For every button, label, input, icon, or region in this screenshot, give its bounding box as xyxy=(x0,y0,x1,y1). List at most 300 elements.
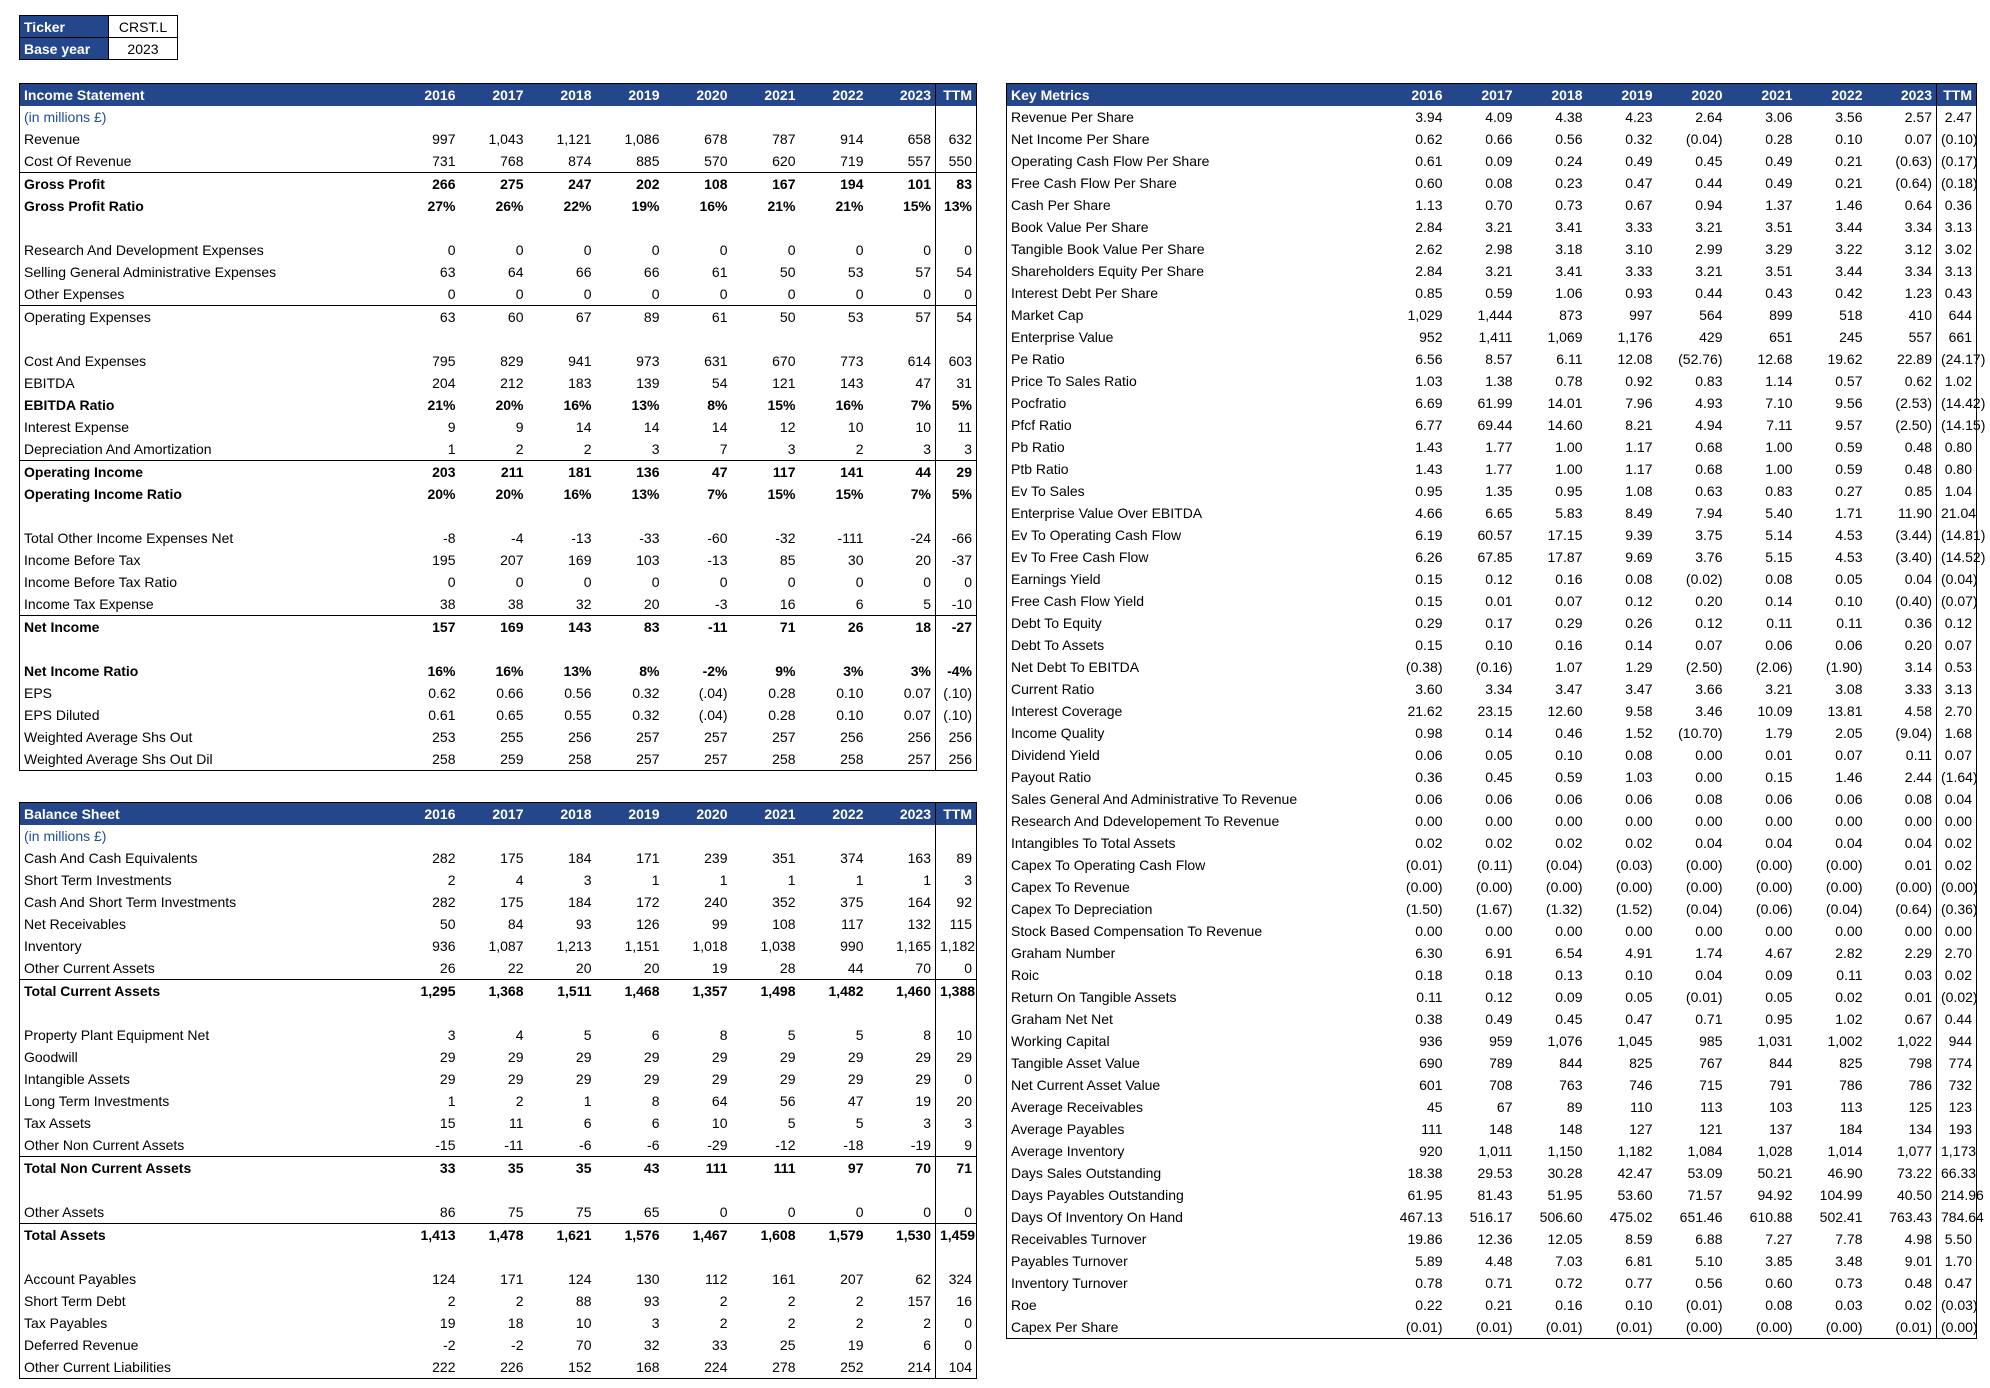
table-row xyxy=(20,571,977,593)
cell-2020: 8 xyxy=(719,1027,728,1043)
cell-2020: 3.75 xyxy=(1695,527,1723,543)
cell-2020: 0.04 xyxy=(1695,835,1723,851)
row-label: Debt To Assets xyxy=(1011,637,1105,653)
cell-2023: 57 xyxy=(915,264,931,280)
cell-2023 xyxy=(868,505,936,527)
cell-2018: -13 xyxy=(571,530,592,546)
cell-2021 xyxy=(732,638,800,660)
cell-2019: 127 xyxy=(1629,1121,1653,1137)
cell-2019: 973 xyxy=(636,353,660,369)
row-label: Price To Sales Ratio xyxy=(1011,373,1137,389)
cell-2019 xyxy=(596,106,664,128)
cell-2016: 0 xyxy=(447,286,456,302)
row-label: Other Expenses xyxy=(24,286,125,302)
row-label: Tax Assets xyxy=(24,1115,91,1131)
cell-2022: 1,579 xyxy=(800,1224,868,1247)
table-row xyxy=(20,372,977,394)
cell-2018: 12.05 xyxy=(1547,1231,1583,1247)
cell-2019: 14 xyxy=(643,419,660,435)
cell-ttm: (0.00) xyxy=(1937,1316,1977,1339)
cell-2016: 6.69 xyxy=(1415,395,1443,411)
column-header-2018: 2018 xyxy=(528,803,596,826)
cell-ttm: 54 xyxy=(936,306,977,329)
cell-2019 xyxy=(596,328,664,350)
cell-2019: 0.10 xyxy=(1625,967,1653,983)
cell-2021: (0.00) xyxy=(1755,879,1793,895)
cell-2023: (0.40) xyxy=(1895,593,1932,609)
cell-2018: (0.00) xyxy=(1545,879,1583,895)
cell-2021: 9% xyxy=(775,663,796,679)
cell-2020: 0.00 xyxy=(1695,747,1723,763)
row-label: Interest Debt Per Share xyxy=(1011,285,1159,301)
table-row xyxy=(1007,1030,1977,1052)
cell-2017: 20% xyxy=(495,397,524,413)
cell-2020: 33 xyxy=(711,1337,728,1353)
cell-2021: 0 xyxy=(787,286,796,302)
cell-2018: 5.83 xyxy=(1555,505,1583,521)
cell-2019: 12.08 xyxy=(1617,351,1653,367)
cell-2023: 62 xyxy=(915,1271,931,1287)
cell-2019: 65 xyxy=(643,1204,660,1220)
cell-ttm: 0.36 xyxy=(1937,194,1977,216)
cell-ttm xyxy=(936,1246,977,1268)
table-row xyxy=(1007,898,1977,920)
cell-2023: 0.85 xyxy=(1904,483,1932,499)
table-row xyxy=(1007,920,1977,942)
cell-2021: 4.67 xyxy=(1765,945,1793,961)
cell-2023: 3% xyxy=(910,663,931,679)
cell-2023: 0.36 xyxy=(1904,615,1932,631)
cell-2016: 936 xyxy=(432,938,456,954)
cell-2022: 13.81 xyxy=(1827,703,1863,719)
table-row xyxy=(20,549,977,571)
row-label: Other Current Assets xyxy=(24,960,155,976)
row-label: Research And Development Expenses xyxy=(24,242,264,258)
cell-2017: 9 xyxy=(515,419,524,435)
cell-2021: 0.11 xyxy=(1766,615,1793,631)
base-year-value[interactable]: 2023 xyxy=(109,38,178,60)
cell-2021: 12 xyxy=(779,419,796,435)
cell-2018: 89 xyxy=(1566,1099,1583,1115)
cell-2020: 0 xyxy=(719,242,728,258)
cell-ttm: (0.18) xyxy=(1937,172,1977,194)
cell-2017: 1,444 xyxy=(1477,307,1513,323)
cell-2016: 124 xyxy=(432,1271,456,1287)
cell-2016: 952 xyxy=(1419,329,1443,345)
cell-2016: 2.84 xyxy=(1415,263,1443,279)
cell-ttm: -37 xyxy=(936,549,977,571)
cell-2019: 0.92 xyxy=(1625,373,1653,389)
cell-2020: 0.04 xyxy=(1695,967,1723,983)
cell-2023: 1,077 xyxy=(1896,1143,1932,1159)
cell-ttm: 66.33 xyxy=(1937,1162,1977,1184)
row-label: Depreciation And Amortization xyxy=(24,441,212,457)
ticker-value[interactable]: CRST.L xyxy=(109,16,178,38)
cell-2021 xyxy=(732,1179,800,1201)
cell-2020: 570 xyxy=(704,153,728,169)
cell-2020: 2.64 xyxy=(1695,109,1723,125)
cell-2023: 0.11 xyxy=(1905,747,1932,763)
column-header-2022: 2022 xyxy=(800,84,868,107)
cell-2023: 0.48 xyxy=(1904,461,1932,477)
cell-2020: 0.71 xyxy=(1695,1011,1723,1027)
cell-2020: 224 xyxy=(704,1359,728,1375)
cell-2021: 0.08 xyxy=(1765,1297,1793,1313)
cell-2021: 1.14 xyxy=(1765,373,1793,389)
cell-2023: 2.29 xyxy=(1904,945,1932,961)
cell-2017: 6.91 xyxy=(1485,945,1513,961)
table-title: Key Metrics xyxy=(1007,84,1377,107)
cell-2023: 0 xyxy=(923,242,931,258)
cell-2021: 2 xyxy=(787,1293,796,1309)
row-label: Short Term Investments xyxy=(24,872,172,888)
cell-2017: 212 xyxy=(500,375,524,391)
cell-2020: 631 xyxy=(704,353,728,369)
cell-2017: 8.57 xyxy=(1485,351,1513,367)
cell-2016: 18.38 xyxy=(1407,1165,1443,1181)
cell-2016: 16% xyxy=(427,663,456,679)
row-label: Debt To Equity xyxy=(1011,615,1102,631)
cell-2021: 167 xyxy=(732,173,800,196)
cell-2022: 773 xyxy=(840,353,864,369)
cell-2016: 266 xyxy=(392,173,460,196)
cell-2019: 0.12 xyxy=(1625,593,1653,609)
cell-2016: 203 xyxy=(392,461,460,484)
row-label: Earnings Yield xyxy=(1011,571,1101,587)
cell-2018 xyxy=(528,1179,596,1201)
cell-2016: 1.43 xyxy=(1415,461,1443,477)
row-label: Interest Coverage xyxy=(1011,703,1123,719)
cell-ttm: 1,182 xyxy=(936,935,977,957)
row-label: Other Assets xyxy=(24,1204,105,1220)
cell-2020: -29 xyxy=(707,1137,728,1153)
cell-ttm: (0.00) xyxy=(1937,876,1977,898)
table-row xyxy=(20,239,977,261)
table-row xyxy=(20,1157,977,1180)
cell-2016 xyxy=(392,328,460,350)
cell-2016: 20% xyxy=(427,486,456,502)
column-header-2023: 2023 xyxy=(868,84,936,107)
cell-2019: 0.06 xyxy=(1625,791,1653,807)
cell-ttm: 29 xyxy=(936,461,977,484)
cell-2021 xyxy=(732,328,800,350)
cell-2017: 0.65 xyxy=(496,707,524,723)
cell-2017: 2 xyxy=(515,1293,524,1309)
cell-2016: 253 xyxy=(432,729,456,745)
cell-2017: 23.15 xyxy=(1477,703,1513,719)
cell-ttm: 31 xyxy=(936,372,977,394)
row-label: Ev To Sales xyxy=(1011,483,1085,499)
cell-2023: 0.02 xyxy=(1904,1297,1932,1313)
cell-2018: 14.60 xyxy=(1547,417,1583,433)
row-label: Cost And Expenses xyxy=(24,353,147,369)
row-label: Graham Net Net xyxy=(1011,1011,1113,1027)
cell-2017: 22 xyxy=(507,960,524,976)
cell-2017: 259 xyxy=(500,751,524,767)
cell-2016: 0.78 xyxy=(1415,1275,1443,1291)
cell-2022: 0.00 xyxy=(1835,923,1863,939)
cell-2020 xyxy=(664,638,732,660)
cell-2016 xyxy=(392,217,460,239)
cell-2017: 35 xyxy=(460,1157,528,1180)
cell-2018: 22% xyxy=(563,198,592,214)
table-row xyxy=(1007,1316,1977,1339)
column-header-2021: 2021 xyxy=(732,84,800,107)
cell-2022 xyxy=(800,1246,868,1268)
cell-2021: 5 xyxy=(787,1027,796,1043)
cell-2018: 0.16 xyxy=(1555,571,1583,587)
cell-2020: 0 xyxy=(719,286,728,302)
cell-2020: (0.04) xyxy=(1685,131,1723,147)
cell-2018: 148 xyxy=(1559,1121,1583,1137)
cell-2018: 16% xyxy=(563,397,592,413)
cell-2023: 73.22 xyxy=(1896,1165,1932,1181)
cell-2016: 282 xyxy=(432,894,456,910)
table-row xyxy=(20,1268,977,1290)
cell-2021: 352 xyxy=(772,894,796,910)
cell-2023: 29 xyxy=(915,1071,931,1087)
cell-2019: 0 xyxy=(651,242,660,258)
cell-2016: 33 xyxy=(392,1157,460,1180)
cell-2022: 0.10 xyxy=(1835,593,1863,609)
column-header-ttm: TTM xyxy=(936,803,977,826)
cell-2017: 64 xyxy=(507,264,524,280)
row-label: Payables Turnover xyxy=(1011,1253,1128,1269)
table-row xyxy=(1007,546,1977,568)
cell-2021: (0.00) xyxy=(1755,857,1793,873)
cell-2019: 4.23 xyxy=(1625,109,1653,125)
cell-2019: 6 xyxy=(651,1027,660,1043)
cell-2016: 63 xyxy=(392,306,460,329)
row-label: Book Value Per Share xyxy=(1011,219,1149,235)
cell-ttm: 123 xyxy=(1937,1096,1977,1118)
cell-2019: 0.14 xyxy=(1625,637,1653,653)
cell-2021: 0.49 xyxy=(1765,153,1793,169)
cell-2020: 0.12 xyxy=(1695,615,1723,631)
cell-2021: 1 xyxy=(787,872,796,888)
cell-2016: 0.95 xyxy=(1415,483,1443,499)
cell-2023: 18 xyxy=(868,616,936,639)
cell-2021: 0.28 xyxy=(768,685,796,701)
cell-2018 xyxy=(528,638,596,660)
cell-2020: 1,018 xyxy=(692,938,728,954)
column-header-2020: 2020 xyxy=(1657,84,1727,107)
cell-2016: 9 xyxy=(447,419,456,435)
table-row xyxy=(20,1090,977,1112)
table-row xyxy=(20,748,977,771)
balance-sheet-table xyxy=(19,802,977,1379)
cell-2021: 0.09 xyxy=(1765,967,1793,983)
cell-ttm: 3.02 xyxy=(1937,238,1977,260)
cell-2020: 1,357 xyxy=(664,980,732,1003)
cell-2018: 10 xyxy=(575,1315,592,1331)
cell-2017: 3.21 xyxy=(1485,263,1513,279)
cell-2018: 1,213 xyxy=(556,938,592,954)
cell-2017: 0.17 xyxy=(1485,615,1513,631)
cell-2016: 26 xyxy=(439,960,456,976)
row-label: EPS xyxy=(24,685,53,701)
cell-2017: 12.36 xyxy=(1477,1231,1513,1247)
cell-2020: 0.08 xyxy=(1695,791,1723,807)
cell-2022: 19.62 xyxy=(1827,351,1863,367)
cell-2020: 16% xyxy=(699,198,728,214)
cell-2022: 3.44 xyxy=(1835,263,1863,279)
cell-ttm: 5.50 xyxy=(1937,1228,1977,1250)
cell-2018: 0 xyxy=(583,574,592,590)
cell-2018: 5 xyxy=(583,1027,592,1043)
cell-2018: 30.28 xyxy=(1547,1165,1583,1181)
cell-2019: 3.33 xyxy=(1625,219,1653,235)
cell-2023: 2 xyxy=(923,1315,931,1331)
cell-2021: (0.00) xyxy=(1755,1319,1793,1335)
cell-ttm: 256 xyxy=(936,726,977,748)
column-header-2021: 2021 xyxy=(1727,84,1797,107)
table-row xyxy=(20,438,977,461)
cell-2017: 1,478 xyxy=(460,1224,528,1247)
cell-2018: 70 xyxy=(575,1337,592,1353)
cell-2020: 3.21 xyxy=(1695,263,1723,279)
table-row xyxy=(20,416,977,438)
cell-2016: 0.62 xyxy=(1415,131,1443,147)
table-row xyxy=(20,150,977,173)
cell-ttm: 10 xyxy=(936,1024,977,1046)
cell-ttm: 54 xyxy=(936,261,977,283)
cell-2021: 7.27 xyxy=(1765,1231,1793,1247)
cell-2022: 0.73 xyxy=(1835,1275,1863,1291)
cell-2021: 71 xyxy=(732,616,800,639)
table-row xyxy=(20,1112,977,1134)
cell-2018: 13% xyxy=(563,663,592,679)
cell-2017: 275 xyxy=(460,173,528,196)
cell-ttm: (0.02) xyxy=(1937,986,1977,1008)
row-label: Inventory xyxy=(24,938,82,954)
cell-2017 xyxy=(460,505,528,527)
cell-2022: 258 xyxy=(840,751,864,767)
cell-2022: 7.78 xyxy=(1835,1231,1863,1247)
cell-2017: 29.53 xyxy=(1477,1165,1513,1181)
row-label: Average Receivables xyxy=(1011,1099,1144,1115)
cell-2016: 204 xyxy=(432,375,456,391)
cell-2020 xyxy=(664,505,732,527)
cell-2022: 0.10 xyxy=(836,707,864,723)
table-header xyxy=(20,803,977,826)
cell-2018: 763 xyxy=(1559,1077,1583,1093)
row-label: Revenue xyxy=(24,131,81,147)
cell-2017: 67 xyxy=(1496,1099,1513,1115)
table-row xyxy=(20,394,977,416)
cell-2019: 8 xyxy=(651,1093,660,1109)
cell-2022: 2 xyxy=(855,1315,864,1331)
cell-2021: 1.00 xyxy=(1765,461,1793,477)
table-row xyxy=(20,217,977,239)
cell-2020: 29 xyxy=(711,1071,728,1087)
cell-2021: 1,028 xyxy=(1757,1143,1793,1159)
cell-2016: 222 xyxy=(432,1359,456,1375)
cell-2020: -11 xyxy=(664,616,732,639)
table-row xyxy=(20,261,977,283)
row-label xyxy=(20,217,392,239)
cell-2018: 3.18 xyxy=(1555,241,1583,257)
cell-2021: 0 xyxy=(787,574,796,590)
cell-2019: 0.32 xyxy=(632,707,660,723)
column-header-2017: 2017 xyxy=(460,84,528,107)
cell-ttm: 644 xyxy=(1937,304,1977,326)
cell-2017: 0.00 xyxy=(1485,923,1513,939)
row-label: Short Term Debt xyxy=(24,1293,126,1309)
cell-2017: 1,411 xyxy=(1478,329,1513,345)
cell-2021: 28 xyxy=(779,960,796,976)
cell-2019: 3 xyxy=(651,441,660,457)
cell-2022: 0.03 xyxy=(1835,1297,1863,1313)
cell-2018: -6 xyxy=(579,1137,592,1153)
row-label: Roe xyxy=(1011,1297,1037,1313)
cell-2018: 0.23 xyxy=(1555,175,1583,191)
cell-ttm xyxy=(936,1002,977,1024)
cell-2016: 1,295 xyxy=(392,980,460,1003)
cell-2021: 3.51 xyxy=(1765,219,1793,235)
cell-2021: -32 xyxy=(775,530,796,546)
cell-2021: 0.28 xyxy=(768,707,796,723)
cell-2020: (0.00) xyxy=(1685,879,1723,895)
table-row xyxy=(1007,370,1977,392)
cell-ttm: 89 xyxy=(936,847,977,869)
cell-2021: 3.06 xyxy=(1765,109,1793,125)
cell-2023: (0.64) xyxy=(1895,901,1932,917)
cell-2016: 282 xyxy=(432,850,456,866)
table-row xyxy=(20,726,977,748)
cell-2023: (0.01) xyxy=(1895,1319,1932,1335)
cell-2021 xyxy=(732,217,800,239)
cell-2019: 1,182 xyxy=(1617,1143,1653,1159)
cell-2021: 2 xyxy=(787,1315,796,1331)
cell-ttm: (14.52) xyxy=(1937,546,1977,568)
cell-ttm: 0.53 xyxy=(1937,656,1977,678)
cell-ttm: 21.04 xyxy=(1937,502,1977,524)
cell-2022: 113 xyxy=(1840,1099,1863,1115)
row-label: Days Sales Outstanding xyxy=(1011,1165,1162,1181)
cell-2018: 14 xyxy=(575,419,592,435)
cell-2022: 53 xyxy=(800,306,868,329)
cell-2020: (0.04) xyxy=(1685,901,1723,917)
column-header-2018: 2018 xyxy=(528,84,596,107)
cell-2018: 0.10 xyxy=(1555,747,1583,763)
cell-2017: 0 xyxy=(515,242,524,258)
table-row xyxy=(1007,392,1977,414)
cell-2016: (1.50) xyxy=(1405,901,1443,917)
cell-2022: 47 xyxy=(847,1093,864,1109)
cell-2017 xyxy=(460,638,528,660)
cell-2021: 94.92 xyxy=(1757,1187,1793,1203)
cell-2017: -11 xyxy=(504,1137,524,1153)
cell-2023: 0.64 xyxy=(1904,197,1932,213)
cell-2022: 719 xyxy=(840,153,864,169)
cell-2022: 9.56 xyxy=(1835,395,1863,411)
cell-2021: 0.06 xyxy=(1765,637,1793,653)
table-row xyxy=(1007,986,1977,1008)
row-label xyxy=(20,328,392,350)
row-label: Weighted Average Shs Out Dil xyxy=(24,751,213,767)
cell-2020: 240 xyxy=(704,894,728,910)
cell-2021: 161 xyxy=(772,1271,796,1287)
column-header-2022: 2022 xyxy=(800,803,868,826)
cell-2021: 0 xyxy=(787,1204,796,1220)
cell-2019: 93 xyxy=(643,1293,660,1309)
cell-2021: 103 xyxy=(1769,1099,1793,1115)
row-label: Income Before Tax xyxy=(24,552,141,568)
cell-2021: 278 xyxy=(772,1359,796,1375)
cell-2016: 0.15 xyxy=(1415,593,1443,609)
table-row xyxy=(1007,1008,1977,1030)
